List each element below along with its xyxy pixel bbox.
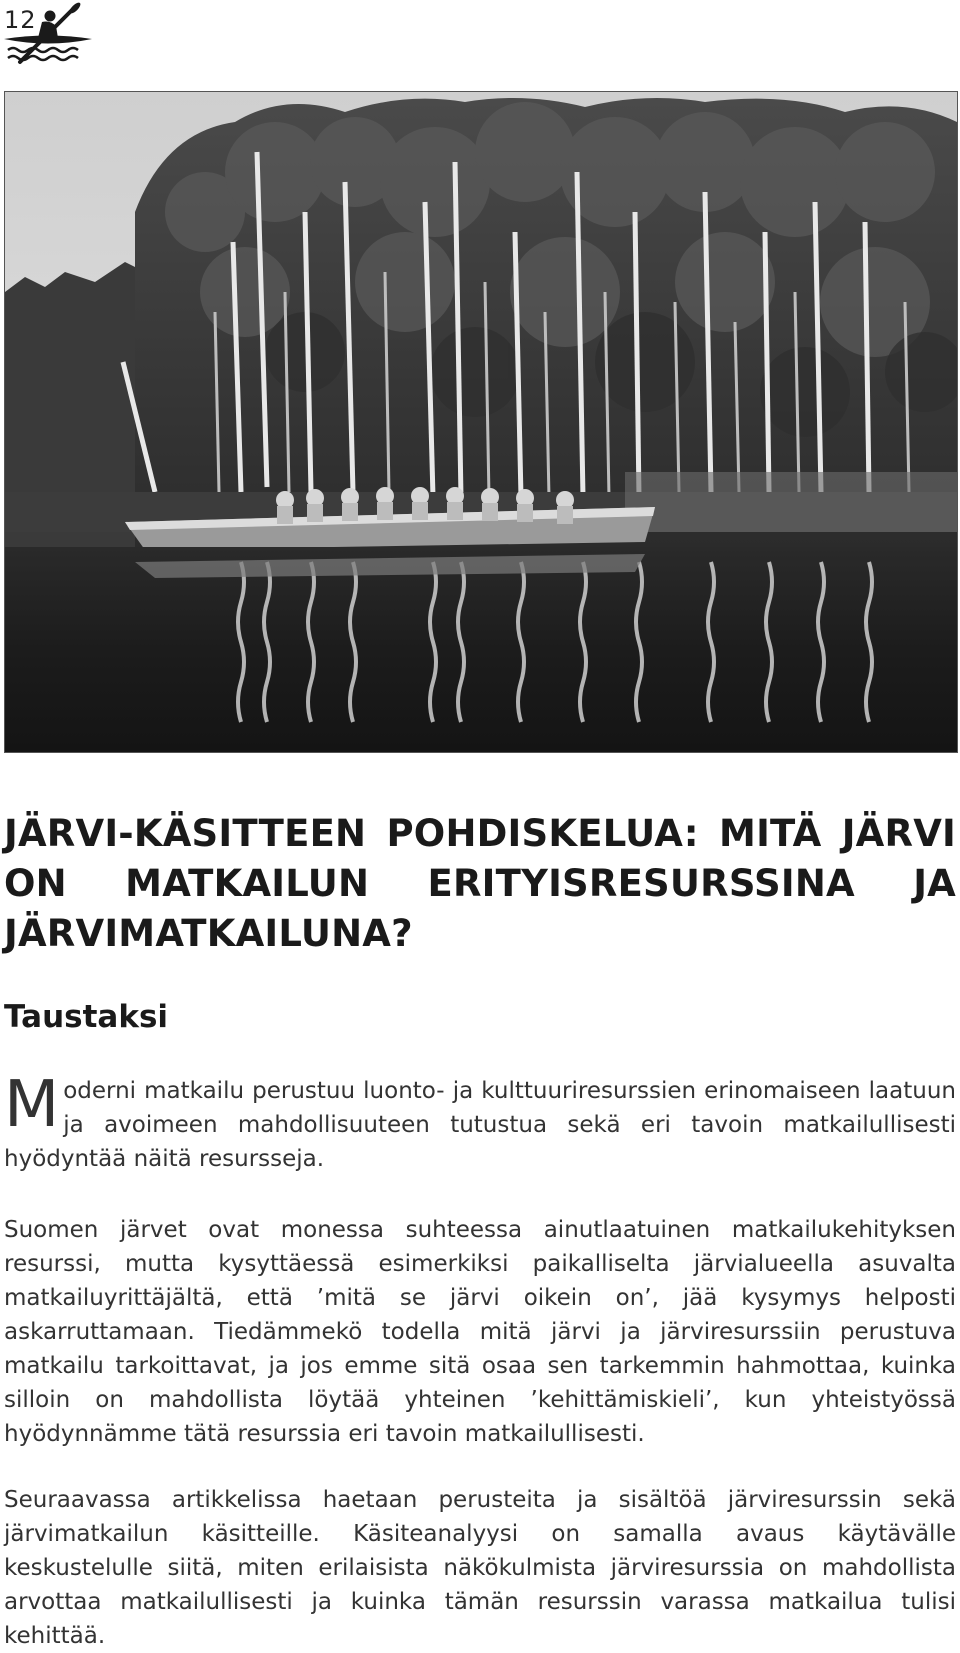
lake-photo [4, 91, 958, 753]
lake-forest-boat-photo [5, 92, 957, 752]
page-number: 12 [4, 6, 37, 34]
article-title: JÄRVI-KÄSITTEEN POHDISKELUA: MITÄ JÄRVI ON MATKAILUN ERITYISRESURSSINA JA JÄRVIMATKAILUNA? [4, 812, 956, 955]
paragraph-3: Seuraavassa artikkelissa haetaan perusteita ja sisältöä järviresurssin sekä järvimatkailun käsitteille. Käsiteanalyysi on samalla avaus käytävälle keskustelulle siitä, miten erilaisista näkökulmista järviresurssia on mahdollista arvottaa matkailullisesti ja kuinka tämän resurssin varassa matkailua tulisi kehittää. [4, 1487, 956, 1649]
paragraph-1-text: oderni matkailu perustuu luonto- ja kulttuuriresurssien erinomaiseen laatuun ja avoimeen mahdollisuuteen tutustua sekä eri tavoin matkailullisesti hyödyntää näitä resursseja. [4, 1078, 956, 1172]
kayaker-icon [2, 2, 94, 68]
paragraph-2: Suomen järvet ovat monessa suhteessa ainutlaatuinen matkailukehityksen resurssi, mutta kysyttäessä esimerkiksi paikalliselta järvialueella asuvalta matkailuyrittäjältä, että ’mitä se järvi oikein on’, jää kysymys helposti askarruttamaan. Tiedämmekö todella mitä järvi ja järviresurssiin perustuva matkailu tarkoittavat, ja jos emme sitä osaa sen tarkemmin hahmottaa, kuinka silloin on mahdollista löytää yhteinen ’kehittämiskieli’, kun yhteistyössä hyödynnämme tätä resurssia eri tavoin matkailullisesti. [4, 1217, 956, 1447]
section-heading: Taustaksi [4, 999, 169, 1035]
paragraph-1 [4, 1068, 956, 1176]
drop-cap: M [4, 1068, 60, 1142]
